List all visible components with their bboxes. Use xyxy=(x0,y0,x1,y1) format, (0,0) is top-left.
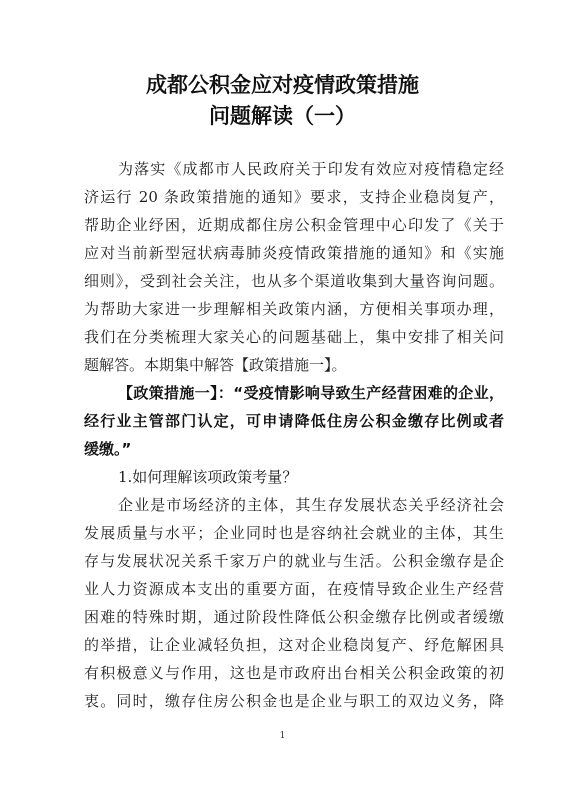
answer-paragraph-line: 存与发展状况关系千家万户的就业与生活。公积金缴存是企 xyxy=(84,552,504,570)
answer-paragraph-line: 企业是市场经济的主体，其生存发展状态关乎经济社会 xyxy=(118,496,504,514)
question-heading: 1.如何理解该项政策考量？ xyxy=(118,468,298,486)
answer-paragraph-line: 衷。同时，缴存住房公积金也是企业与职工的双边义务，降 xyxy=(84,692,504,710)
intro-paragraph-line: 济运行 20 条政策措施的通知》要求，支持企业稳岗复产， xyxy=(84,188,504,206)
document-title-line-2: 问题解读（一） xyxy=(209,104,356,128)
policy-measure-line: 缓缴。” xyxy=(84,440,132,458)
intro-paragraph-line: 应对当前新型冠状病毒肺炎疫情政策措施的通知》和《实施 xyxy=(84,244,504,262)
intro-paragraph-line: 题解答。本期集中解答【政策措施一】。 xyxy=(84,356,347,374)
answer-paragraph-line: 有积极意义与作用，这也是市政府出台相关公积金政策的初 xyxy=(84,664,504,682)
answer-paragraph-line: 困难的特殊时期，通过阶段性降低公积金缴存比例或者缓缴 xyxy=(84,608,504,626)
intro-paragraph-line: 为帮助大家进一步理解相关政策内涵，方便相关事项办理， xyxy=(84,300,504,318)
intro-paragraph-line: 为落实《成都市人民政府关于印发有效应对疫情稳定经 xyxy=(118,160,504,178)
intro-paragraph-line: 我们在分类梳理大家关心的问题基础上，集中安排了相关问 xyxy=(84,328,504,346)
intro-paragraph-line: 帮助企业纾困，近期成都住房公积金管理中心印发了《关于 xyxy=(84,216,504,234)
policy-measure-line: 经行业主管部门认定，可申请降低住房公积金缴存比例或者 xyxy=(84,412,504,430)
document-title-line-1: 成都公积金应对疫情政策措施 xyxy=(146,73,419,97)
answer-paragraph-line: 业人力资源成本支出的重要方面，在疫情导致企业生产经营 xyxy=(84,580,504,598)
intro-paragraph-line: 细则》，受到社会关注，也从多个渠道收集到大量咨询问题。 xyxy=(84,272,504,290)
policy-measure-line: 【政策措施一】：“受疫情影响导致生产经营困难的企业， xyxy=(118,384,504,402)
page-number: 1 xyxy=(279,731,286,741)
answer-paragraph-line: 的举措，让企业减轻负担，这对企业稳岗复产、纾危解困具 xyxy=(84,636,504,654)
answer-paragraph-line: 发展质量与水平；企业同时也是容纳社会就业的主体，其生 xyxy=(84,524,504,542)
